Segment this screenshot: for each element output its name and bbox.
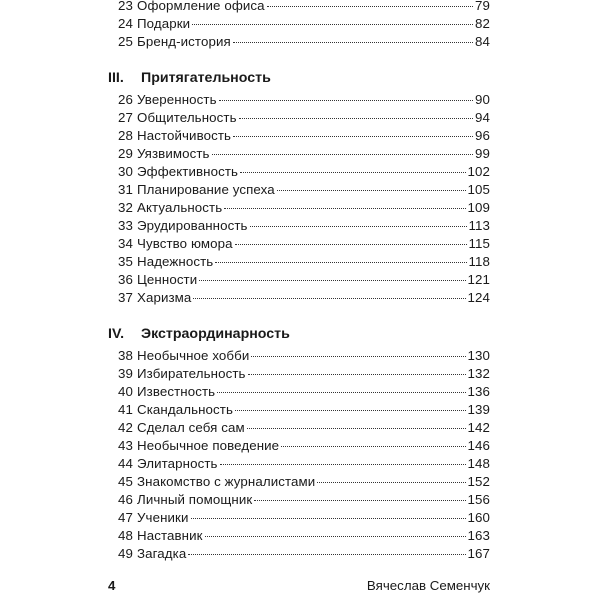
toc-entry [108, 365, 490, 383]
entry-page: 132 [467, 366, 490, 381]
entry-title: Настойчивость [137, 128, 232, 143]
entry-page: 102 [467, 164, 490, 179]
entry-page: 142 [467, 420, 490, 435]
toc-entry [108, 127, 490, 145]
toc-entry [108, 545, 490, 563]
toc-entry [108, 109, 490, 127]
toc-entry [108, 455, 490, 473]
entry-number: 39 [118, 366, 133, 381]
dot-leader [277, 190, 466, 191]
entry-number: 36 [118, 272, 133, 287]
entry-number: 24 [118, 16, 133, 31]
entry-page: 96 [475, 128, 490, 143]
footer-page-number: 4 [108, 578, 116, 593]
entry-title: Надежность [137, 254, 214, 269]
entry-number: 30 [118, 164, 133, 179]
top-entries [108, 0, 490, 51]
dot-leader [248, 374, 466, 375]
dot-leader [267, 6, 473, 7]
entry-number: 38 [118, 348, 133, 363]
entry-title: Уверенность [137, 92, 217, 107]
toc-entry [108, 401, 490, 419]
entry-page: 118 [468, 254, 490, 269]
entry-number: 42 [118, 420, 133, 435]
dot-leader [281, 446, 465, 447]
entry-page: 152 [467, 474, 490, 489]
dot-leader [250, 226, 467, 227]
dot-leader [220, 464, 466, 465]
entry-title: Чувство юмора [137, 236, 233, 251]
entry-number: 26 [118, 92, 133, 107]
footer-author: Вячеслав Семенчук [366, 578, 490, 593]
entry-number: 27 [118, 110, 133, 125]
toc-entry [108, 437, 490, 455]
entry-title: Знакомство с журналистами [137, 474, 316, 489]
entry-title: Харизма [137, 290, 192, 305]
dot-leader [235, 244, 467, 245]
toc-entry [108, 253, 490, 271]
entry-number: 33 [118, 218, 133, 233]
entry-number: 23 [118, 0, 133, 13]
toc-entry [108, 217, 490, 235]
entry-title: Подарки [137, 16, 191, 31]
entry-page: 115 [468, 236, 490, 251]
section-numeral: IV. [108, 326, 125, 342]
entry-number: 34 [118, 236, 133, 251]
entry-number: 45 [118, 474, 133, 489]
dot-leader [217, 392, 465, 393]
toc-entry [108, 145, 490, 163]
dot-leader [215, 262, 466, 263]
entry-title: Бренд-история [137, 34, 231, 49]
dot-leader [239, 118, 473, 119]
toc-entry [108, 419, 490, 437]
entry-number: 29 [118, 146, 133, 161]
toc-entry [108, 383, 490, 401]
toc-entry [108, 199, 490, 217]
entry-page: 90 [475, 92, 490, 107]
toc-entry [108, 235, 490, 253]
dot-leader [205, 536, 466, 537]
dot-leader [233, 42, 473, 43]
section-title: Экстраординарность [141, 326, 290, 342]
entry-page: 124 [467, 290, 490, 305]
dot-leader [240, 172, 465, 173]
dot-leader [233, 136, 473, 137]
entry-number: 48 [118, 528, 133, 543]
entry-page: 99 [475, 146, 490, 161]
entry-title: Эрудированность [137, 218, 248, 233]
entry-page: 105 [467, 182, 490, 197]
entry-page: 160 [467, 510, 490, 525]
entry-title: Личный помощник [137, 492, 253, 507]
section-numeral: III. [108, 70, 124, 86]
entry-number: 43 [118, 438, 133, 453]
section-heading [108, 67, 490, 89]
entry-number: 32 [118, 200, 133, 215]
entry-title: Уязвимость [137, 146, 210, 161]
entry-title: Ученики [137, 510, 189, 525]
entry-title: Избирательность [137, 366, 246, 381]
entry-number: 40 [118, 384, 133, 399]
entry-page: 130 [467, 348, 490, 363]
toc-entry [108, 271, 490, 289]
toc-entry [108, 181, 490, 199]
dot-leader [188, 554, 465, 555]
entry-page: 94 [475, 110, 490, 125]
entry-title: Ценности [137, 272, 198, 287]
entry-number: 25 [118, 34, 133, 49]
entry-title: Необычное хобби [137, 348, 250, 363]
toc-entry [108, 91, 490, 109]
toc-entry [108, 527, 490, 545]
entry-page: 146 [467, 438, 490, 453]
entry-page: 163 [467, 528, 490, 543]
toc-entry [108, 15, 490, 33]
entry-page: 167 [467, 546, 490, 561]
entry-number: 44 [118, 456, 133, 471]
entry-page: 136 [467, 384, 490, 399]
entry-number: 49 [118, 546, 133, 561]
toc-entry [108, 347, 490, 365]
entry-title: Эффективность [137, 164, 239, 179]
entry-page: 82 [475, 16, 490, 31]
section-heading [108, 323, 490, 345]
entry-title: Необычное поведение [137, 438, 280, 453]
entry-number: 41 [118, 402, 133, 417]
toc-entry [108, 509, 490, 527]
dot-leader [251, 356, 465, 357]
entry-title: Общительность [137, 110, 237, 125]
dot-leader [317, 482, 465, 483]
section-iv [108, 323, 490, 563]
dot-leader [199, 280, 465, 281]
section-title: Притягательность [141, 70, 271, 86]
toc-entry [108, 0, 490, 15]
entry-title: Элитарность [137, 456, 218, 471]
entry-page: 121 [467, 272, 490, 287]
entry-title: Планирование успеха [137, 182, 275, 197]
entry-number: 31 [118, 182, 133, 197]
dot-leader [192, 24, 473, 25]
entry-title: Оформление офиса [137, 0, 265, 13]
dot-leader [235, 410, 466, 411]
page-footer [108, 578, 490, 596]
entry-number: 37 [118, 290, 133, 305]
entry-number: 47 [118, 510, 133, 525]
dot-leader [193, 298, 465, 299]
toc-entry [108, 491, 490, 509]
toc-entry [108, 33, 490, 51]
entry-page: 139 [467, 402, 490, 417]
dot-leader [212, 154, 473, 155]
entry-title: Загадка [137, 546, 187, 561]
entry-title: Скандальность [137, 402, 233, 417]
entry-title: Актуальность [137, 200, 223, 215]
entry-page: 156 [467, 492, 490, 507]
entry-number: 46 [118, 492, 133, 507]
dot-leader [191, 518, 466, 519]
entry-page: 109 [467, 200, 490, 215]
entry-title: Наставник [137, 528, 203, 543]
entry-number: 28 [118, 128, 133, 143]
section-iii [108, 67, 490, 307]
dot-leader [219, 100, 473, 101]
entry-title: Известность [137, 384, 216, 399]
dot-leader [224, 208, 465, 209]
toc-entry [108, 163, 490, 181]
toc-entry [108, 473, 490, 491]
entry-number: 35 [118, 254, 133, 269]
toc-entry [108, 289, 490, 307]
dot-leader [254, 500, 465, 501]
entry-page: 113 [468, 218, 490, 233]
entry-page: 79 [475, 0, 490, 13]
entry-page: 84 [475, 34, 490, 49]
dot-leader [247, 428, 466, 429]
table-of-contents [108, 0, 490, 563]
entry-page: 148 [467, 456, 490, 471]
entry-title: Сделал себя сам [137, 420, 245, 435]
